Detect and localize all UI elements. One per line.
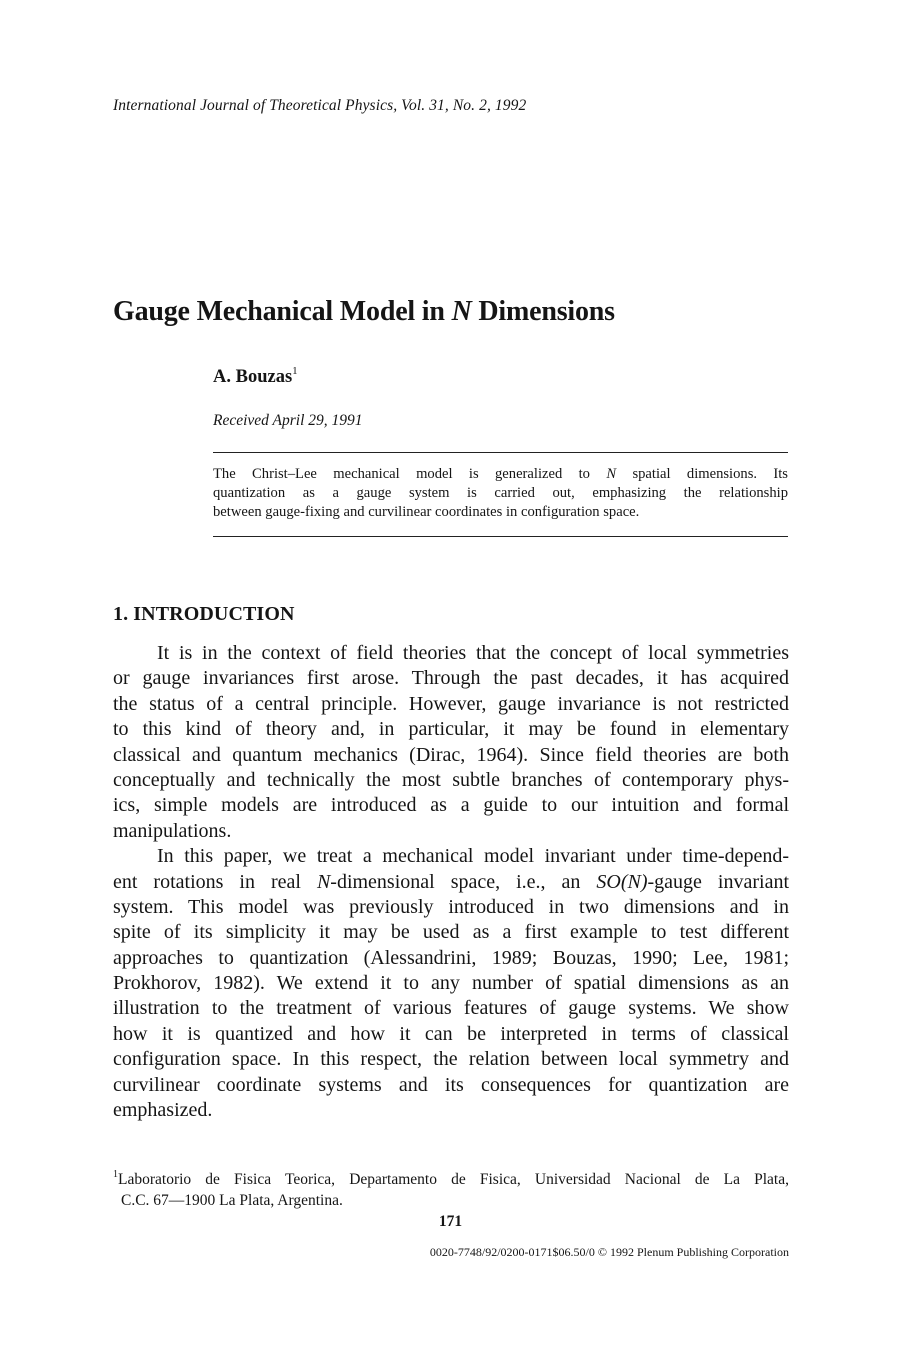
paragraph-2-line: ent rotations in real N-dimensional space, i.e., an SO(N)-gauge invariant [113,870,790,893]
section-heading: 1. INTRODUCTION [113,603,295,625]
abstract-line: between gauge-fixing and curvilinear coordinates in configuration space. [213,504,640,520]
paper-title: Gauge Mechanical Model in N Dimensions [113,296,615,327]
page-number: 171 [438,1213,463,1230]
received-date: Received April 29, 1991 [213,412,363,429]
paragraph-1-line: conceptually and technically the most subtle branches of contemporary phys- [113,768,789,791]
author-footnote-mark: 1 [292,365,298,377]
abstract-bottom-rule [213,536,788,537]
paragraph-1-line: or gauge invariances first arose. Through the past decades, it has acquired [113,667,789,690]
paragraph-2-line: emphasized. [113,1099,213,1122]
author-line [213,366,298,388]
footnote [113,1166,789,1211]
abstract [213,465,788,522]
abstract-top-rule [213,452,788,453]
paragraph-2-line: configuration space. In this respect, the relation between local symmetry and [113,1048,789,1071]
paragraph-1-line: to this kind of theory and, in particular, it may be found in elementary [113,718,789,741]
paragraph-1-line: the status of a central principle. However, gauge invariance is not restricted [113,692,789,715]
paragraph-2-line: curvilinear coordinate systems and its consequences for quantization are [113,1073,789,1096]
footnote-affiliation: Laboratorio de Fisica Teorica, Departamento de Fisica, Universidad Nacional de La Plata, [118,1171,789,1189]
footnote-line: C.C. 67—1900 La Plata, Argentina. [121,1191,343,1209]
section-body [113,641,789,1123]
paragraph-2-line: approaches to quantization (Alessandrini, 1989; Bouzas, 1990; Lee, 1981; [113,946,789,969]
copyright-line: 0020-7748/92/0200-0171$06.50/0 © 1992 Plenum Publishing Corporation [429,1245,789,1259]
paragraph-2-line: Prokhorov, 1982). We extend it to any number of spatial dimensions as an [113,972,789,995]
author-name: A. Bouzas [213,367,293,388]
paragraph-1-line: classical and quantum mechanics (Dirac, 1964). Since field theories are both [113,743,789,766]
paragraph-2-line: spite of its simplicity it may be used as a first example to test different [113,921,789,944]
paragraph-2-line: illustration to the treatment of various features of gauge systems. We show [113,997,789,1020]
paragraph-1-line: manipulations. [113,819,232,842]
paragraph-1-line: It is in the context of field theories that the concept of local symmetries [157,642,789,664]
paragraph-1-line: ics, simple models are introduced as a guide to our intuition and formal [113,794,789,817]
abstract-line: quantization as a gauge system is carried out, emphasizing the relationship [213,485,788,501]
abstract-line: The Christ–Lee mechanical model is generalized to N spatial dimensions. Its [213,466,788,482]
paragraph-2-line: In this paper, we treat a mechanical model invariant under time-depend- [157,845,789,868]
footnote-mark: 1 [113,1169,118,1180]
footnote-line [113,1166,789,1191]
journal-citation: International Journal of Theoretical Physics, Vol. 31, No. 2, 1992 [113,97,527,114]
paragraph-2-line: system. This model was previously introduced in two dimensions and in [113,895,789,918]
paragraph-2-line: how it is quantized and how it can be interpreted in terms of classical [113,1022,789,1045]
